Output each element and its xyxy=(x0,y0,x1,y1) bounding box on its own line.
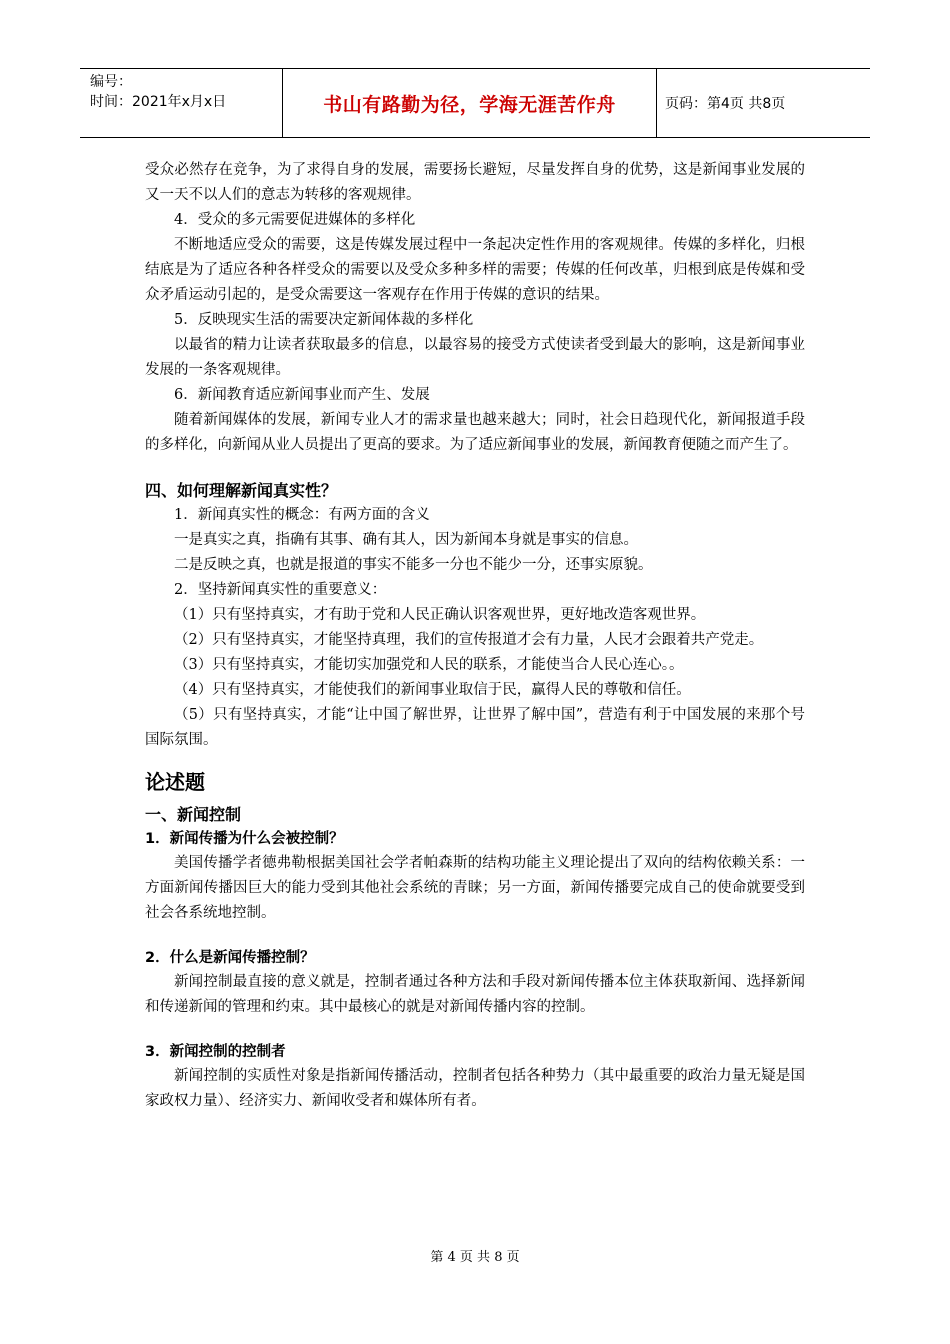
paragraph: 二是反映之真，也就是报道的事实不能多一分也不能少一分，还事实原貌。 xyxy=(174,557,653,573)
paragraph: （5）只有坚持真实，才能“让中国了解世界，让世界了解中国”，营造有利于中国发展的来那个号国际氛围。 xyxy=(145,707,805,748)
question-heading: 1．新闻传播为什么会被控制？ xyxy=(145,831,344,847)
subsection-heading: 一、新闻控制 xyxy=(145,805,242,824)
number-label: 编号： xyxy=(90,74,132,90)
paragraph: （1）只有坚持真实，才有助于党和人民正确认识客观世界，更好地改造客观世界。 xyxy=(174,607,706,623)
page-header xyxy=(80,68,870,138)
essay-heading: 论述题 xyxy=(145,770,205,794)
item-heading: 6．新闻教育适应新闻事业而产生、发展 xyxy=(174,387,430,403)
page-footer: 第 4 页 共 8 页 xyxy=(430,1250,520,1265)
paragraph: 美国传播学者德弗勒根据美国社会学者帕森斯的结构功能主义理论提出了双向的结构依赖关系：一方面新闻传播因巨大的能力受到其他社会系统的青睐；另一方面，新闻传播要完成自己的使命就要受到社会各系统地控制。 xyxy=(145,855,805,921)
paragraph: 新闻控制的实质性对象是指新闻传播活动，控制者包括各种势力（其中最重要的政治力量无疑是国家政权力量）、经济实力、新闻收受者和媒体所有者。 xyxy=(145,1068,805,1109)
motto-text: 书山有路勤为径，学海无涯苦作舟 xyxy=(323,93,616,116)
item-heading: 4．受众的多元需要促进媒体的多样化 xyxy=(174,212,416,228)
header-page-cell xyxy=(657,69,870,137)
paragraph: 一是真实之真，指确有其事、确有其人，因为新闻本身就是事实的信息。 xyxy=(174,532,638,548)
paragraph: （4）只有坚持真实，才能使我们的新闻事业取信于民，赢得人民的尊敬和信任。 xyxy=(174,682,691,698)
paragraph: 随着新闻媒体的发展，新闻专业人才的需求量也越来越大；同时，社会日趋现代化，新闻报道手段的多样化，向新闻从业人员提出了更高的要求。为了适应新闻事业的发展，新闻教育便随之而产生了。 xyxy=(145,412,805,453)
header-motto-cell xyxy=(282,69,657,137)
paragraph: 受众必然存在竞争，为了求得自身的发展，需要扬长避短，尽量发挥自身的优势，这是新闻事业发展的又一天不以人们的意志为转移的客观规律。 xyxy=(145,162,805,203)
question-heading: 3．新闻控制的控制者 xyxy=(145,1044,286,1060)
paragraph: （2）只有坚持真实，才能坚持真理，我们的宣传报道才会有力量，人民才会跟着共产党走。 xyxy=(174,632,764,648)
section-heading: 四、如何理解新闻真实性？ xyxy=(145,481,338,500)
page-info: 页码：第4页 共8页 xyxy=(665,96,786,112)
paragraph: 新闻控制最直接的意义就是，控制者通过各种方法和手段对新闻传播本位主体获取新闻、选择新闻和传递新闻的管理和约束。其中最核心的就是对新闻传播内容的控制。 xyxy=(145,974,805,1015)
time-label: 时间：2021年x月x日 xyxy=(90,94,227,110)
paragraph: 以最省的精力让读者获取最多的信息，以最容易的接受方式使读者受到最大的影响，这是新闻事业发展的一条客观规律。 xyxy=(145,337,805,378)
header-left-cell xyxy=(80,69,282,137)
item-heading: 5．反映现实生活的需要决定新闻体裁的多样化 xyxy=(174,312,474,328)
document-body xyxy=(145,158,805,1114)
paragraph: 不断地适应受众的需要，这是传媒发展过程中一条起决定性作用的客观规律。传媒的多样化，归根结底是为了适应各种各样受众的需要以及受众多种多样的需要；传媒的任何改革，归根到底是传媒和受众矛盾运动引起的，是受众需要这一客观存在作用于传媒的意识的结果。 xyxy=(145,237,805,303)
paragraph: （3）只有坚持真实，才能切实加强党和人民的联系，才能使当合人民心连心。。 xyxy=(174,657,684,673)
question-heading: 2．什么是新闻传播控制？ xyxy=(145,950,315,966)
item-heading: 2．坚持新闻真实性的重要意义： xyxy=(174,582,387,598)
item-heading: 1．新闻真实性的概念：有两方面的含义 xyxy=(174,507,430,523)
